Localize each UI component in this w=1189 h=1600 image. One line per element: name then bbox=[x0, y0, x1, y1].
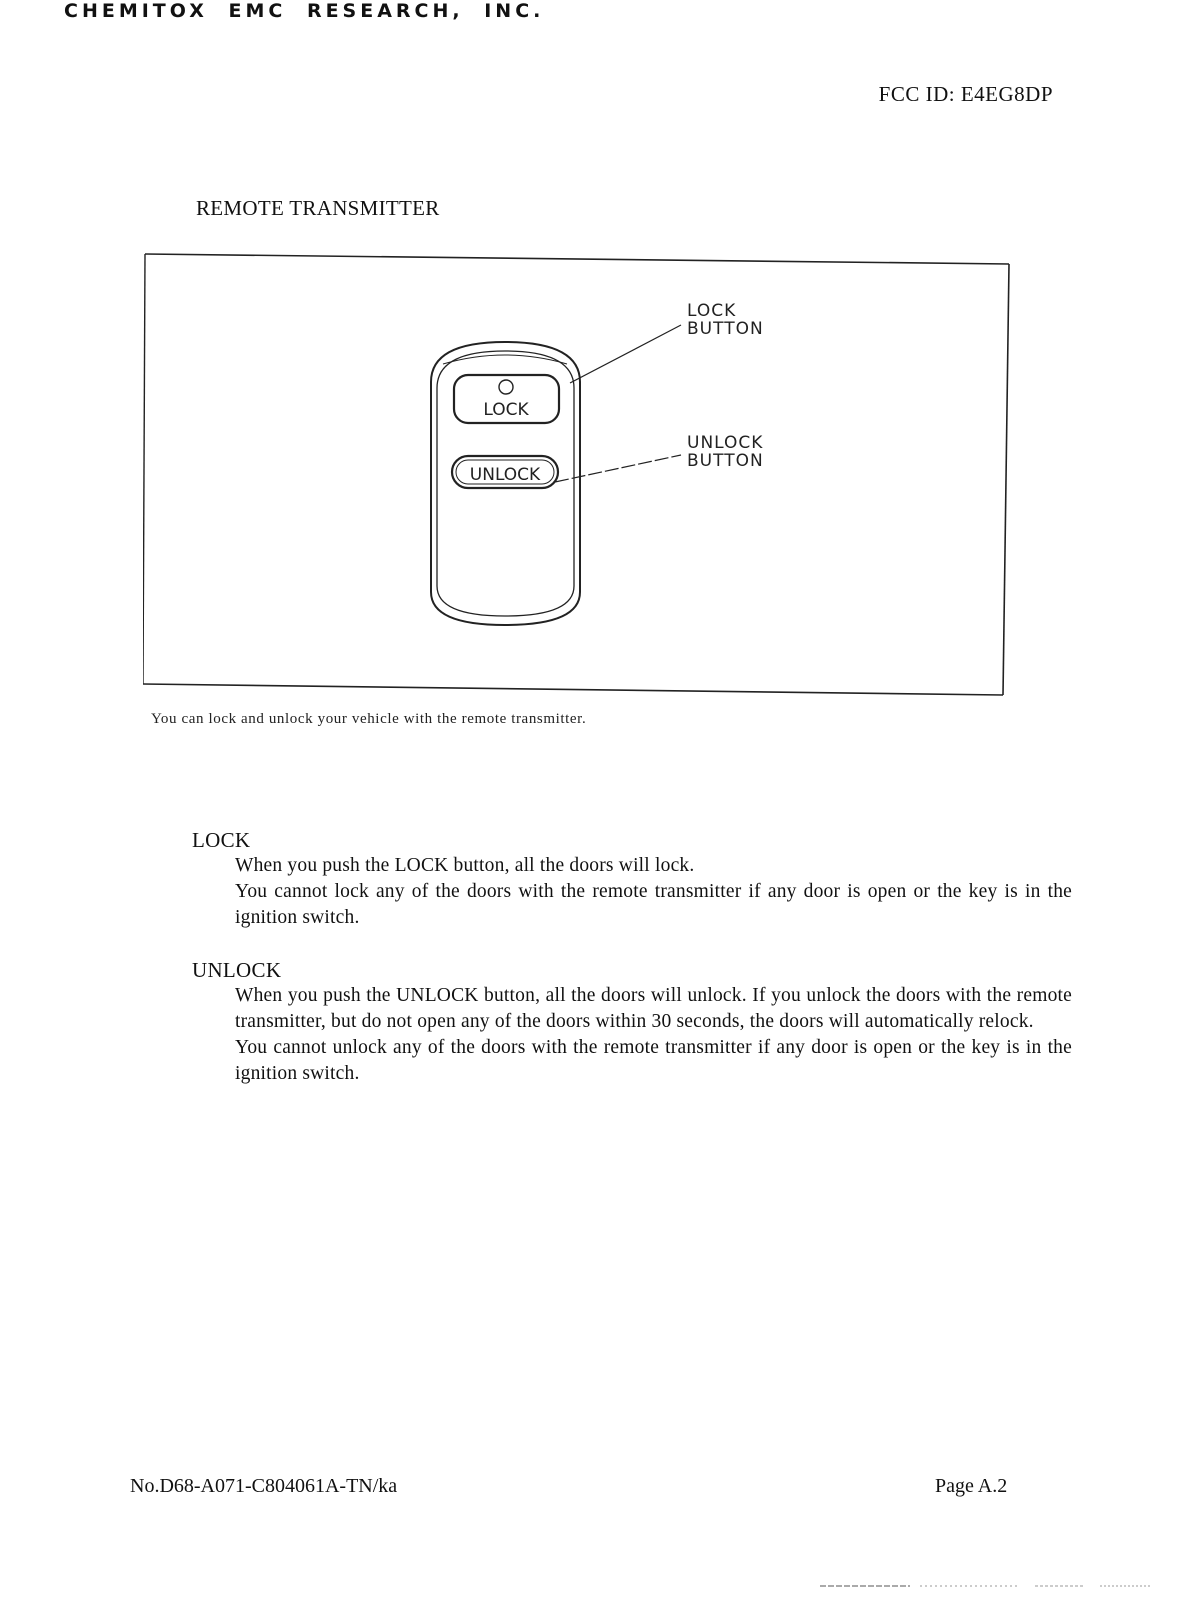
fcc-id: FCC ID: E4EG8DP bbox=[878, 82, 1053, 106]
unlock-button-illustration bbox=[452, 456, 558, 488]
unlock-callout-line1: UNLOCK bbox=[687, 433, 764, 453]
lock-section-heading: LOCK bbox=[192, 828, 251, 852]
lock-callout-leader bbox=[570, 325, 681, 383]
frame-left bbox=[143, 254, 145, 684]
lock-button-illustration bbox=[454, 375, 559, 423]
unlock-button-label: UNLOCK bbox=[469, 465, 541, 485]
lock-section bbox=[192, 828, 1072, 931]
remote-transmitter-figure bbox=[143, 252, 1026, 709]
figure-illustration bbox=[143, 252, 1026, 709]
lock-paragraph: You cannot lock any of the doors with the remote transmitter if any door is open or the key is in the ignition switch. bbox=[235, 881, 1072, 928]
frame-right bbox=[1003, 264, 1009, 695]
unlock-paragraph: When you push the UNLOCK button, all the doors will unlock. If you unlock the doors with the remote transmitter, but do not open any of the doors within 30 seconds, the doors will automatically relock. bbox=[235, 985, 1072, 1032]
unlock-section bbox=[192, 958, 1072, 1087]
section-title: REMOTE TRANSMITTER bbox=[196, 196, 440, 220]
lock-callout-line1: LOCK bbox=[687, 301, 737, 321]
frame-bottom bbox=[143, 684, 1003, 695]
figure-caption: You can lock and unlock your vehicle with the remote transmitter. bbox=[151, 711, 587, 727]
scan-artifact-marks bbox=[820, 1583, 1150, 1589]
indicator-light-icon bbox=[499, 380, 513, 394]
unlock-callout-line2: BUTTON bbox=[687, 451, 764, 471]
lock-button-label: LOCK bbox=[483, 400, 529, 420]
lock-paragraph: When you push the LOCK button, all the doors will lock. bbox=[235, 855, 695, 876]
unlock-paragraph: You cannot unlock any of the doors with the remote transmitter if any door is open or the key is in the ignition switch. bbox=[235, 1037, 1072, 1084]
lock-callout-line2: BUTTON bbox=[687, 319, 764, 339]
frame-top bbox=[145, 254, 1009, 264]
document-number: No.D68-A071-C804061A-TN/ka bbox=[130, 1475, 398, 1497]
letterhead: CHEMITOX EMC RESEARCH, INC. bbox=[64, 0, 545, 22]
page-number: Page A.2 bbox=[935, 1475, 1008, 1497]
unlock-section-heading: UNLOCK bbox=[192, 958, 282, 982]
